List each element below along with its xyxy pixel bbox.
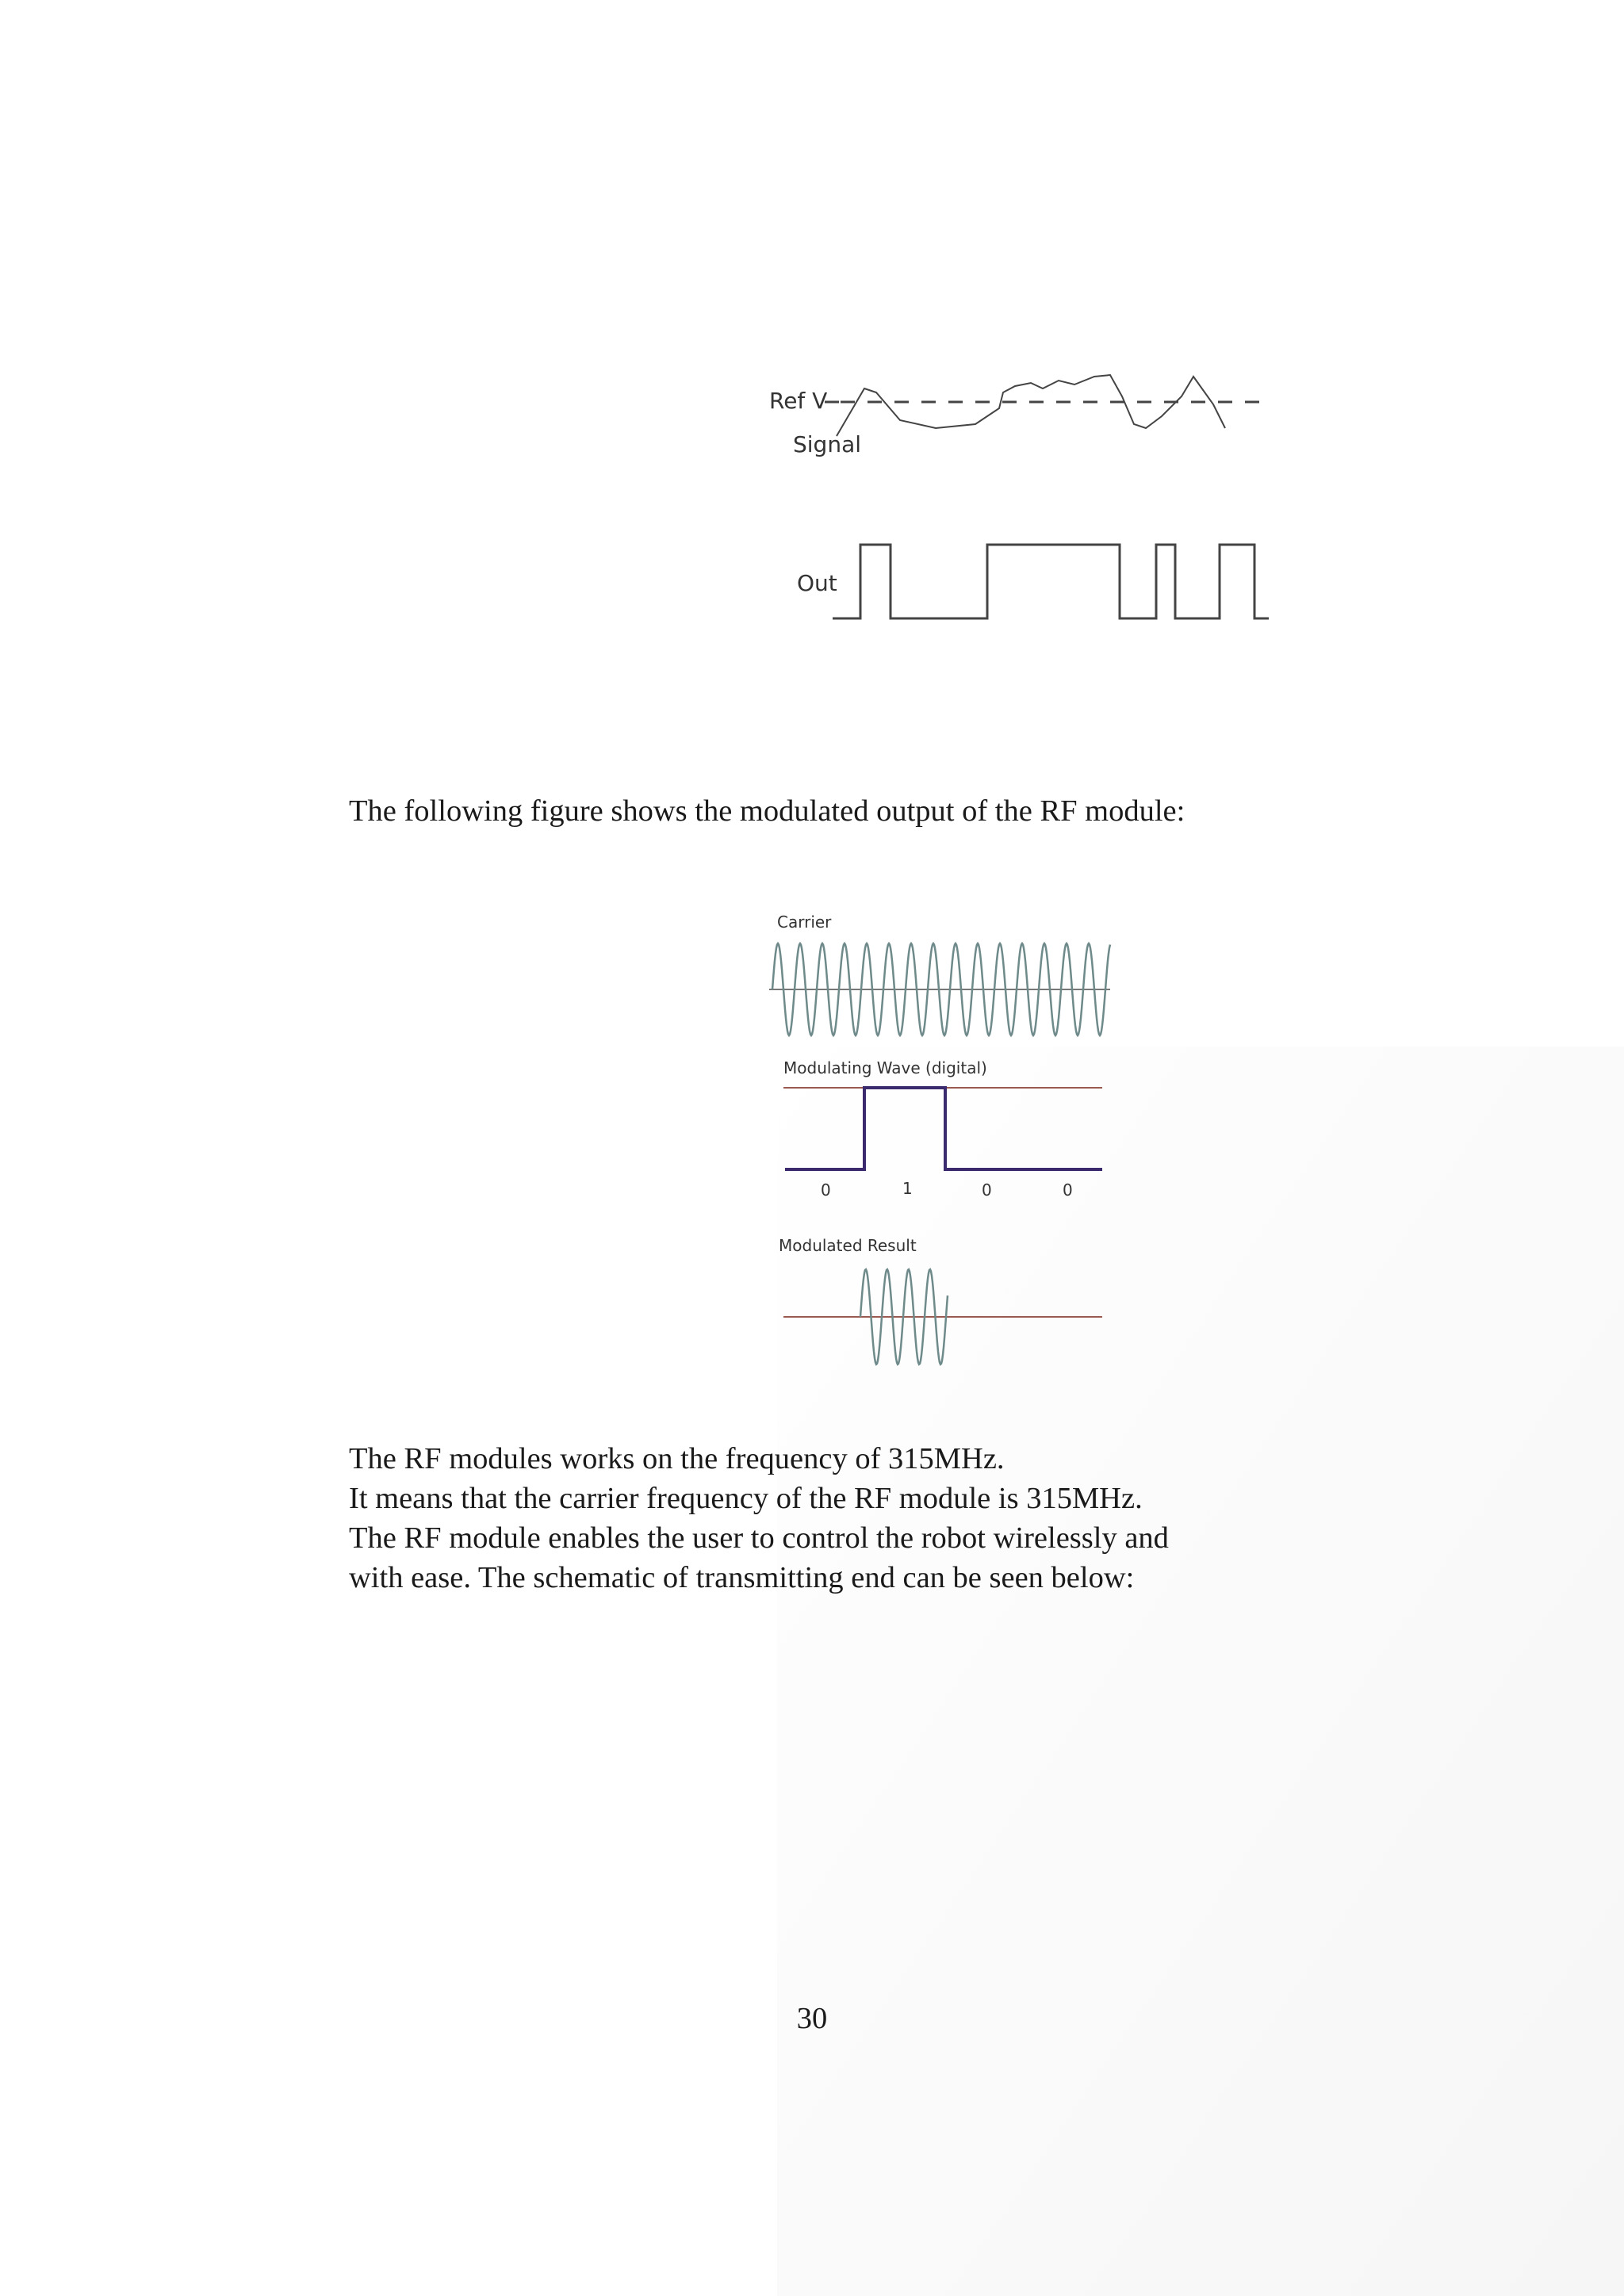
paragraph-2-line: with ease. The schematic of transmitting end can be seen below: <box>349 1561 1135 1594</box>
page-number: 30 <box>796 2002 828 2035</box>
out-waveform <box>833 545 1269 618</box>
modulation-figure <box>769 904 1118 1380</box>
bit-label: 0 <box>821 1181 831 1200</box>
paragraph-2-line: The RF modules works on the frequency of 315MHz. <box>349 1442 1005 1475</box>
bit-label: 0 <box>1063 1181 1073 1200</box>
modulation-diagram <box>769 904 1118 1380</box>
out-label: Out <box>797 570 837 596</box>
paragraph-2 <box>349 1439 1300 1598</box>
paragraph-2-line: The RF module enables the user to control the robot wirelessly and <box>349 1521 1169 1555</box>
digital-wave <box>785 1088 1102 1169</box>
signal-label: Signal <box>793 431 862 457</box>
paragraph-1: The following figure shows the modulated output of the RF module: <box>349 794 1185 828</box>
bit-label: 1 <box>902 1179 913 1198</box>
signal-waveform <box>837 375 1225 436</box>
comparator-diagram <box>761 361 1269 630</box>
carrier-label: Carrier <box>777 913 832 932</box>
modulated-result-label: Modulated Result <box>779 1236 917 1255</box>
bit-label: 0 <box>982 1181 992 1200</box>
comparator-figure <box>761 361 1269 630</box>
ref-v-label: Ref V <box>769 388 828 414</box>
paragraph-2-line: It means that the carrier frequency of the RF module is 315MHz. <box>349 1482 1143 1515</box>
modulating-wave-label: Modulating Wave (digital) <box>783 1058 987 1077</box>
